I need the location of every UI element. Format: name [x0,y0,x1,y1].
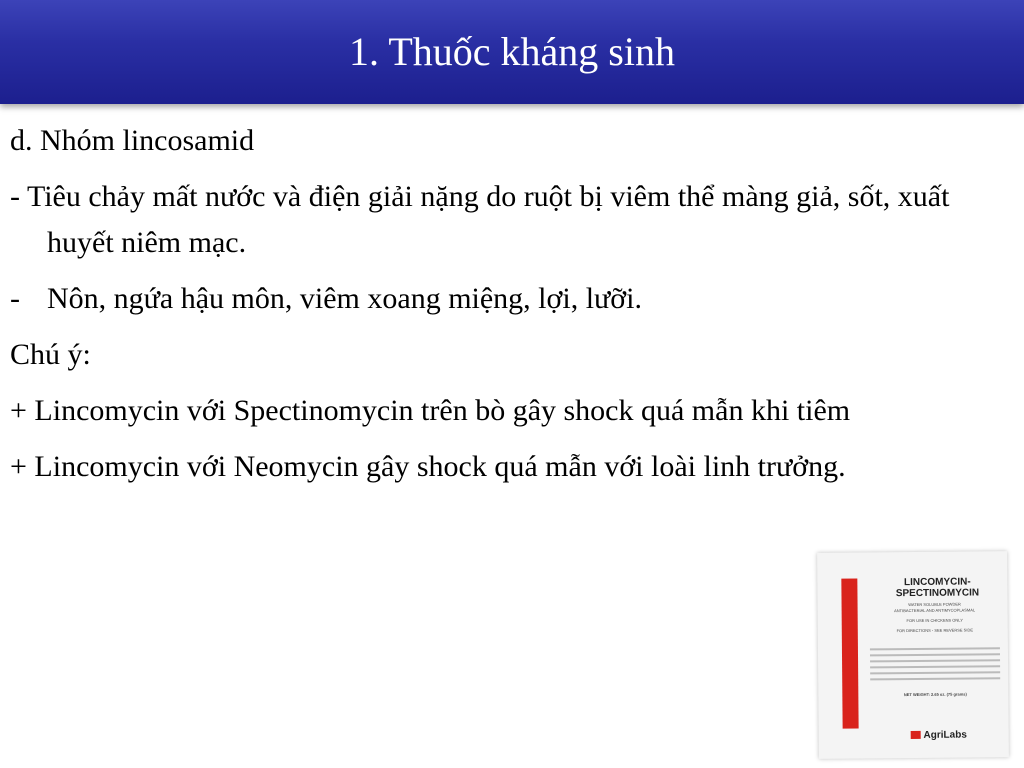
note-item-2: + Lincomycin với Neomycin gây shock quá mẫn với loài linh trưởng. [10,450,846,483]
bullet-dash: - [10,282,20,315]
packet-name-line1: LINCOMYCIN- [903,576,971,589]
note-label: Chú ý: [10,338,91,371]
bullet-item-2-text: Nôn, ngứa hậu môn, viêm xoang miệng, lợi, lưỡi. [47,282,643,315]
packet-directions: FOR DIRECTIONS - SEE REVERSE SIDE [896,627,974,634]
agrilabs-logo-icon [910,731,920,739]
bullet-item-1: - Tiêu chảy mất nước và điện giải nặng do ruột bị viêm thể màng giả, sốt, xuất huyết niêm mạc. [10,180,950,259]
packet-fine-print [870,643,1000,684]
bullet-item-2 [10,276,1000,322]
packet-name-line2: SPECTINOMYCIN [895,587,980,600]
slide-body [10,118,1000,490]
packet-product-name [877,576,997,599]
packet-red-strip [841,578,858,728]
packet-use: FOR USE IN CHICKENS ONLY [906,617,963,624]
packet-net-weight: NET WEIGHT: 2.65 oz. (75 grams) [903,691,967,698]
packet-logo [879,729,999,748]
packet-subtitle2: ANTIBACTERIAL AND ANTIMYCOPLASMAL [894,607,976,614]
section-heading: d. Nhóm lincosamid [10,124,255,157]
packet-logo-text: AgriLabs [923,729,967,741]
product-packet-image [817,551,1009,759]
slide-title: 1. Thuốc kháng sinh [349,29,675,74]
packet-subtitle: WATER SOLUBLE POWDER [908,601,961,608]
title-bar [0,0,1024,104]
note-item-1: + Lincomycin với Spectinomycin trên bò gây shock quá mẫn khi tiêm [10,394,851,427]
